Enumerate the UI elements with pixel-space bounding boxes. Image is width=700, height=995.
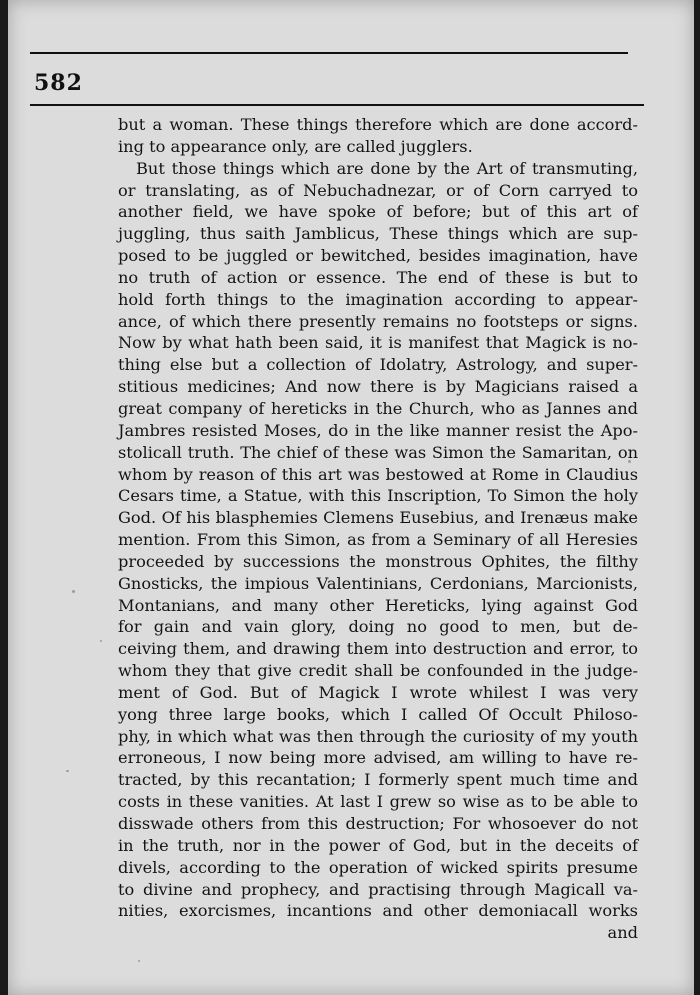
top-rule [30,52,628,54]
text-line: great company of hereticks in the Church, who as Jannes and [118,398,638,418]
text-line: Gnosticks, the impious Valentinians, Cerdonians, Marcionists, [118,573,638,593]
text-line: ceiving them, and drawing them into destruction and error, to [118,639,638,659]
text-line: whom they that give credit shall be confounded in the judge- [118,661,638,681]
text-line: divels, according to the operation of wicked spirits presume [118,857,638,877]
paper-speck [100,640,102,642]
header-rule [30,104,644,106]
text-line: proceeded by successions the monstrous Ophites, the filthy [118,551,638,571]
text-line: ment of God. But of Magick I wrote whilest I was very [118,682,638,702]
text-line: in the truth, nor in the power of God, but in the deceits of [118,835,638,855]
text-line: no truth of action or essence. The end of these is but to [118,267,638,287]
text-line: hold forth things to the imagination according to appear- [118,289,638,309]
text-line: disswade others from this destruction; For whosoever do not [118,814,638,833]
text-line: ance, of which there presently remains no footsteps or signs. [118,311,638,331]
body-text [118,114,638,944]
text-line: tracted, by this recantation; I formerly spent much time and [118,770,638,790]
text-line: to divine and prophecy, and practising through Magicall va- [118,879,638,899]
text-line: nities, exorcismes, incantions and other demoniacall works [118,901,638,921]
text-line: posed to be juggled or bewitched, besides imagination, have [118,246,638,266]
text-line: another field, we have spoke of before; but of this art of [118,202,638,222]
text-line: stitious medicines; And now there is by Magicians raised a [118,377,638,397]
text-line: stolicall truth. The chief of these was Simon the Samaritan, on [118,442,638,462]
text-line: thing else but a collection of Idolatry, Astrology, and super- [118,355,638,375]
text-line: or translating, as of Nebuchadnezar, or of Corn carryed to [118,180,638,200]
text-line: But those things which are done by the Art of transmuting, [136,158,638,178]
text-line: phy, in which what was then through the curiosity of my youth [118,726,638,746]
paper-speck [72,590,75,593]
page-number: 582 [34,70,83,96]
text-line: ing to appearance only, are called jugglers. [118,136,473,156]
text-line: for gain and vain glory, doing no good to men, but de- [118,617,638,637]
text-line: whom by reason of this art was bestowed at Rome in Claudius [118,464,638,484]
paper-speck [66,770,69,772]
text-line: but a woman. These things therefore which are done accord- [118,115,638,134]
text-line: Now by what hath been said, it is manifest that Magick is no- [118,333,638,353]
text-line: Montanians, and many other Hereticks, lying against God [118,595,638,615]
text-line: Cesars time, a Statue, with this Inscription, To Simon the holy [118,486,638,506]
text-line: erroneous, I now being more advised, am willing to have re- [118,748,638,768]
text-line: Jambres resisted Moses, do in the like manner resist the Apo- [118,420,638,440]
text-line: costs in these vanities. At last I grew so wise as to be able to [118,792,638,812]
paper-speck [138,960,140,962]
text-line: yong three large books, which I called Of Occult Philoso- [118,704,638,724]
catchword: and [607,923,638,943]
text-line: God. Of his blasphemies Clemens Eusebius, and Irenæus make [118,508,638,528]
book-page [8,0,694,995]
text-line: juggling, thus saith Jamblicus, These things which are sup- [118,224,638,244]
text-line: mention. From this Simon, as from a Seminary of all Heresies [118,530,638,550]
